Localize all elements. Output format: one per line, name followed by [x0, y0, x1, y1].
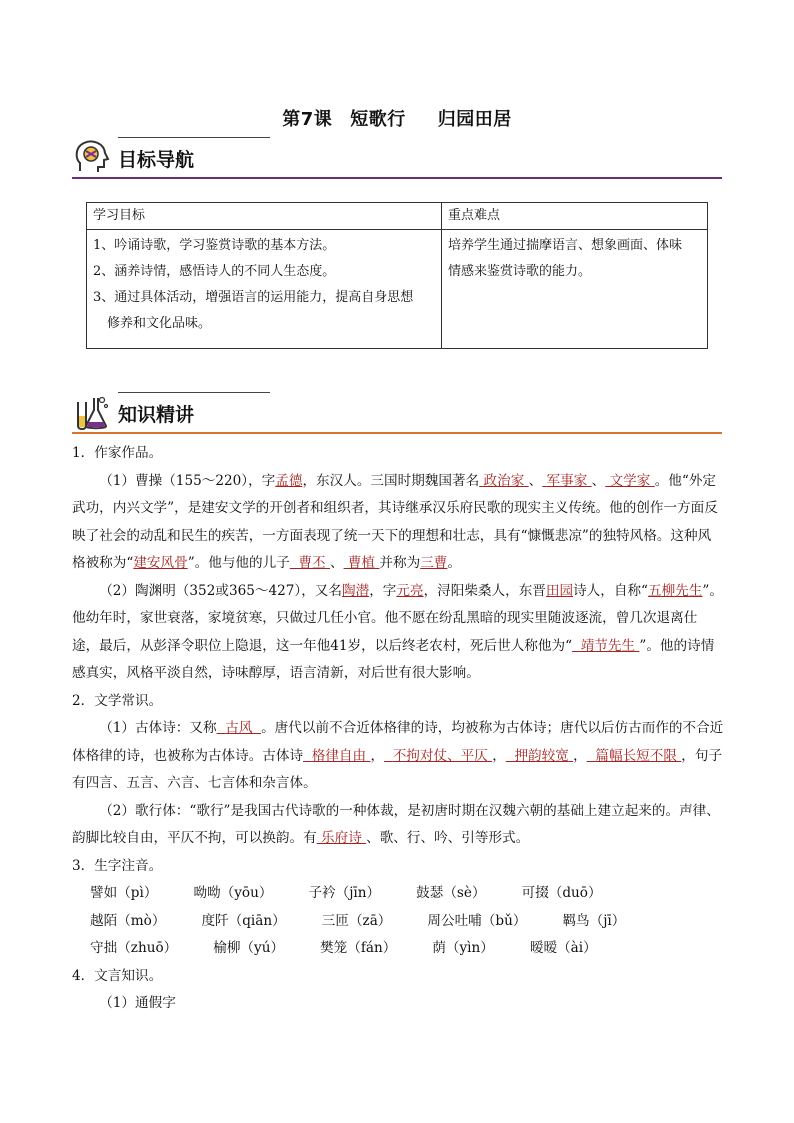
goals-table	[86, 202, 708, 349]
answer-blank: 五柳先生	[648, 582, 703, 599]
pinyin-item: 荫（yìn）	[432, 940, 494, 956]
section-title: 目标导航	[118, 149, 195, 171]
pinyin-item: 越陌（mò）	[90, 912, 166, 929]
goal-item: 2、涵养诗情，感悟诗人的不同人生态度。	[93, 264, 336, 279]
answer-blank: 篇幅长短不限	[595, 747, 677, 764]
difficulty-cell	[442, 230, 708, 349]
pinyin-item: 可掇（duō）	[521, 885, 602, 901]
page-title	[0, 105, 794, 131]
header-topline	[118, 137, 270, 138]
answer-blank: 格律自由	[311, 747, 367, 764]
pinyin-item: 羁鸟（jī）	[562, 912, 626, 929]
poem-title-1: 短歌行	[350, 109, 406, 130]
section-header-knowledge	[72, 388, 722, 438]
pinyin-list	[72, 880, 724, 963]
answer-blank: 陶潜	[342, 582, 370, 599]
brain-gear-icon	[72, 137, 112, 177]
knowledge-body	[72, 440, 724, 1018]
answer-blank: 军事家	[546, 472, 588, 489]
lab-flask-icon	[72, 392, 112, 432]
pinyin-item: 譬如（pì）	[90, 885, 158, 901]
paragraph-caocao: （1）曹操（155～220），字孟德，东汉人。三国时期魏国著名 政治家 、 军事家 、 文学家 。他“外定武功，内兴文学”，是建安文学的开创者和组织者，其诗继承汉乐府民歌的现实主义传统。他的创作一方面反映了社会的动乱和民生的疾苦，一方面表现了统一天下的理想和壮志，具有“慷慨悲凉”的独特风格。这种风格被称为“建安风骨”。他与他的儿子 曹丕 、 曹植 并称为三曹。	[72, 472, 718, 571]
difficulty-text: 培养学生通过揣摩语言、想象画面、体味	[448, 238, 683, 253]
poem-title-2: 归园田居	[437, 109, 512, 130]
pinyin-item: 周公吐哺（bǔ）	[427, 912, 527, 929]
section-header-goals	[72, 133, 722, 183]
heading-authors: 1．作家作品。	[72, 445, 163, 461]
pinyin-item: 守拙（zhuō）	[90, 940, 178, 956]
header-divider	[72, 177, 722, 179]
answer-blank: 曹植	[347, 555, 376, 571]
paragraph-taoyuanming: （2）陶渊明（352或365～427），又名陶潜，字元亮，浔阳柴桑人，东晋田园诗人，自称“五柳先生”。他幼年时，家世衰落，家境贫寒，只做过几任小官。他不愿在纷乱黑暗的现实里随波逐流，曾几次退离仕途，最后，从彭泽令职位上隐退，这一年他41岁，以后终老农村，死后世人称他为“ 靖节先生 ”。他的诗情感真实，风格平淡自然，诗味醇厚，语言清新，对后世有很大影响。	[72, 582, 723, 681]
answer-blank: 元亮	[396, 582, 424, 599]
col-header-difficulty: 重点难点	[442, 203, 708, 230]
answer-blank: 不拘对仗、平仄	[392, 747, 488, 764]
answer-blank: 乐府诗	[321, 830, 362, 846]
difficulty-text: 情感来鉴赏诗歌的能力。	[448, 264, 592, 279]
pinyin-item: 榆柳（yú）	[213, 940, 285, 956]
subheading-tongjiazi: （1）通假字	[99, 995, 176, 1011]
answer-blank: 靖节先生	[580, 637, 636, 654]
answer-blank: 古风	[225, 720, 253, 736]
answer-blank: 文学家	[609, 472, 651, 489]
paragraph-gutishi: （1）古体诗：又称 古风 。唐代以前不合近体格律的诗，均被称为古体诗；唐代以后仿古而作的不合近体格律的诗，也被称为古体诗。古体诗 格律自由 ， 不拘对仗、平仄 ， 押韵较宽 ， 篇幅长短不限 ，句子有四言、五言、六言、七言体和杂言体。	[72, 720, 724, 791]
header-topline	[118, 392, 270, 393]
answer-blank: 政治家	[483, 472, 525, 489]
pinyin-item: 三匝（zā）	[321, 912, 392, 929]
goal-item: 3、通过具体活动，增强语言的运用能力，提高自身思想	[93, 290, 414, 305]
pinyin-item: 子衿（jīn）	[308, 885, 381, 901]
heading-classical: 4．文言知识。	[72, 967, 163, 984]
answer-blank: 孟德	[275, 472, 303, 489]
pinyin-item: 暧暧（ài）	[529, 940, 597, 956]
answer-blank: 田园	[545, 582, 574, 599]
header-divider	[72, 432, 722, 434]
answer-blank: 建安风骨	[133, 555, 188, 571]
lesson-number: 第7课	[282, 109, 333, 130]
col-header-goals: 学习目标	[87, 203, 442, 230]
pinyin-item: 度阡（qiān）	[201, 912, 286, 929]
heading-pinyin: 3．生字注音。	[72, 857, 163, 874]
paragraph-gexingti: （2）歌行体：“歌行”是我国古代诗歌的一种体裁，是初唐时期在汉魏六朝的基础上建立起来的。声律、韵脚比较自由，平仄不拘，可以换韵。有 乐府诗 、歌、行、吟、引等形式。	[72, 802, 720, 846]
goal-item: 1、吟诵诗歌，学习鉴赏诗歌的基本方法。	[93, 238, 336, 253]
section-title: 知识精讲	[118, 404, 195, 426]
answer-blank: 三曹	[420, 555, 448, 571]
goal-item: 修养和文化品味。	[107, 316, 212, 331]
heading-literature: 2．文学常识。	[72, 692, 163, 709]
pinyin-item: 鼓瑟（sè）	[416, 885, 486, 901]
answer-blank: 押韵较宽	[514, 747, 569, 764]
pinyin-item: 樊笼（fán）	[320, 940, 397, 956]
pinyin-item: 呦呦（yōu）	[193, 885, 273, 901]
goals-cell	[87, 230, 442, 349]
answer-blank: 曹丕	[298, 555, 326, 571]
